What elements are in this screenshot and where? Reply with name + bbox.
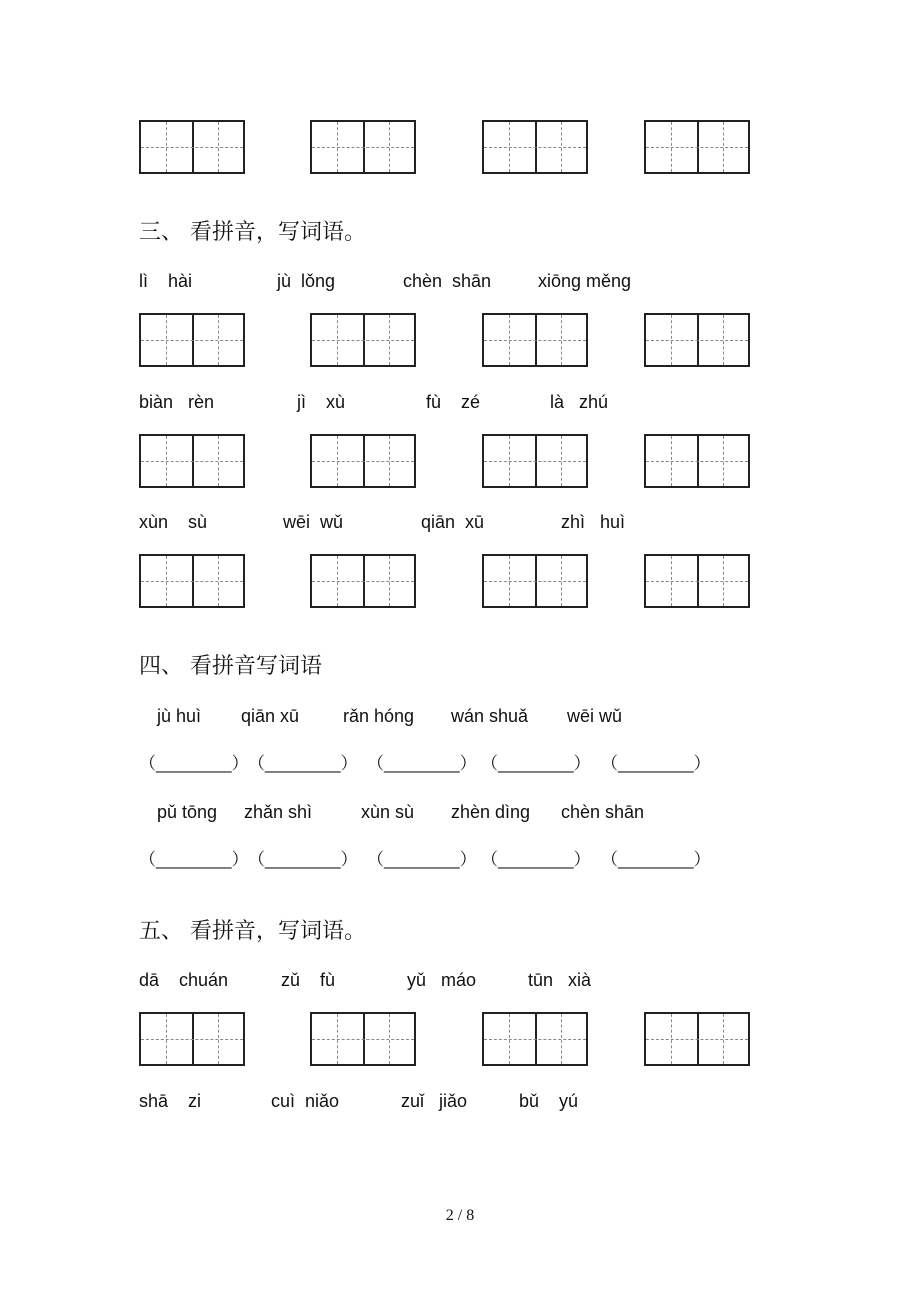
pinyin-word: dā chuán [139, 970, 229, 990]
answer-blank[interactable]: （________） [139, 850, 249, 869]
section-3-heading: 三、 看拼音，写词语。 [139, 220, 366, 245]
writing-box[interactable] [644, 554, 750, 608]
pinyin-word: rǎn hóng [343, 706, 415, 726]
page-number: 2 / 8 [445, 1207, 475, 1224]
pinyin-word: jù huì [157, 706, 202, 726]
writing-box[interactable] [310, 434, 416, 488]
pinyin-word: zhì huì [561, 512, 626, 532]
writing-box[interactable] [310, 554, 416, 608]
answer-blank[interactable]: （________） [139, 754, 249, 773]
pinyin-word: jù lǒng [277, 271, 336, 291]
answer-blank[interactable]: （________） [248, 754, 358, 773]
pinyin-word: xùn sù [139, 512, 208, 532]
answer-blank[interactable]: （________） [601, 850, 711, 869]
pinyin-word: cuì niǎo [271, 1091, 340, 1111]
pinyin-word: wēi wǔ [283, 512, 344, 532]
writing-box[interactable] [310, 313, 416, 367]
writing-box[interactable] [644, 1012, 750, 1066]
answer-blank[interactable]: （________） [481, 850, 591, 869]
pinyin-word: fù zé [426, 392, 481, 412]
writing-box[interactable] [644, 313, 750, 367]
pinyin-word: jì xù [297, 392, 346, 412]
pinyin-word: qiān xū [421, 512, 485, 532]
writing-box[interactable] [139, 120, 245, 174]
writing-box[interactable] [482, 1012, 588, 1066]
pinyin-word: tūn xià [528, 970, 592, 990]
writing-box[interactable] [482, 434, 588, 488]
pinyin-word: zhǎn shì [244, 802, 313, 822]
section-5-heading: 五、 看拼音，写词语。 [139, 919, 366, 944]
pinyin-word: bǔ yú [519, 1091, 579, 1111]
pinyin-word: lì hài [139, 271, 193, 291]
writing-box[interactable] [482, 554, 588, 608]
pinyin-word: shā zi [139, 1091, 202, 1111]
pinyin-word: chèn shān [403, 271, 492, 291]
pinyin-word: zhèn dìng [451, 802, 531, 822]
writing-box[interactable] [139, 434, 245, 488]
answer-blank[interactable]: （________） [601, 754, 711, 773]
writing-box[interactable] [644, 120, 750, 174]
writing-box[interactable] [310, 1012, 416, 1066]
writing-box[interactable] [310, 120, 416, 174]
pinyin-word: chèn shān [561, 802, 645, 822]
writing-box[interactable] [482, 313, 588, 367]
pinyin-word: wēi wǔ [567, 706, 623, 726]
pinyin-word: pǔ tōng [157, 802, 218, 822]
pinyin-word: biàn rèn [139, 392, 215, 412]
pinyin-word: xùn sù [361, 802, 415, 822]
writing-box[interactable] [644, 434, 750, 488]
pinyin-word: là zhú [550, 392, 609, 412]
pinyin-word: zuǐ jiǎo [401, 1091, 468, 1111]
answer-blank[interactable]: （________） [367, 754, 477, 773]
section-4-heading: 四、 看拼音写词语 [139, 654, 322, 679]
answer-blank[interactable]: （________） [481, 754, 591, 773]
writing-box[interactable] [482, 120, 588, 174]
writing-box[interactable] [139, 1012, 245, 1066]
pinyin-word: wán shuǎ [451, 706, 529, 726]
writing-box[interactable] [139, 313, 245, 367]
pinyin-word: zǔ fù [281, 970, 336, 990]
pinyin-word: yǔ máo [407, 970, 477, 990]
answer-blank[interactable]: （________） [248, 850, 358, 869]
pinyin-word: qiān xū [241, 706, 300, 726]
writing-box[interactable] [139, 554, 245, 608]
pinyin-word: xiōng měng [538, 271, 632, 291]
answer-blank[interactable]: （________） [367, 850, 477, 869]
